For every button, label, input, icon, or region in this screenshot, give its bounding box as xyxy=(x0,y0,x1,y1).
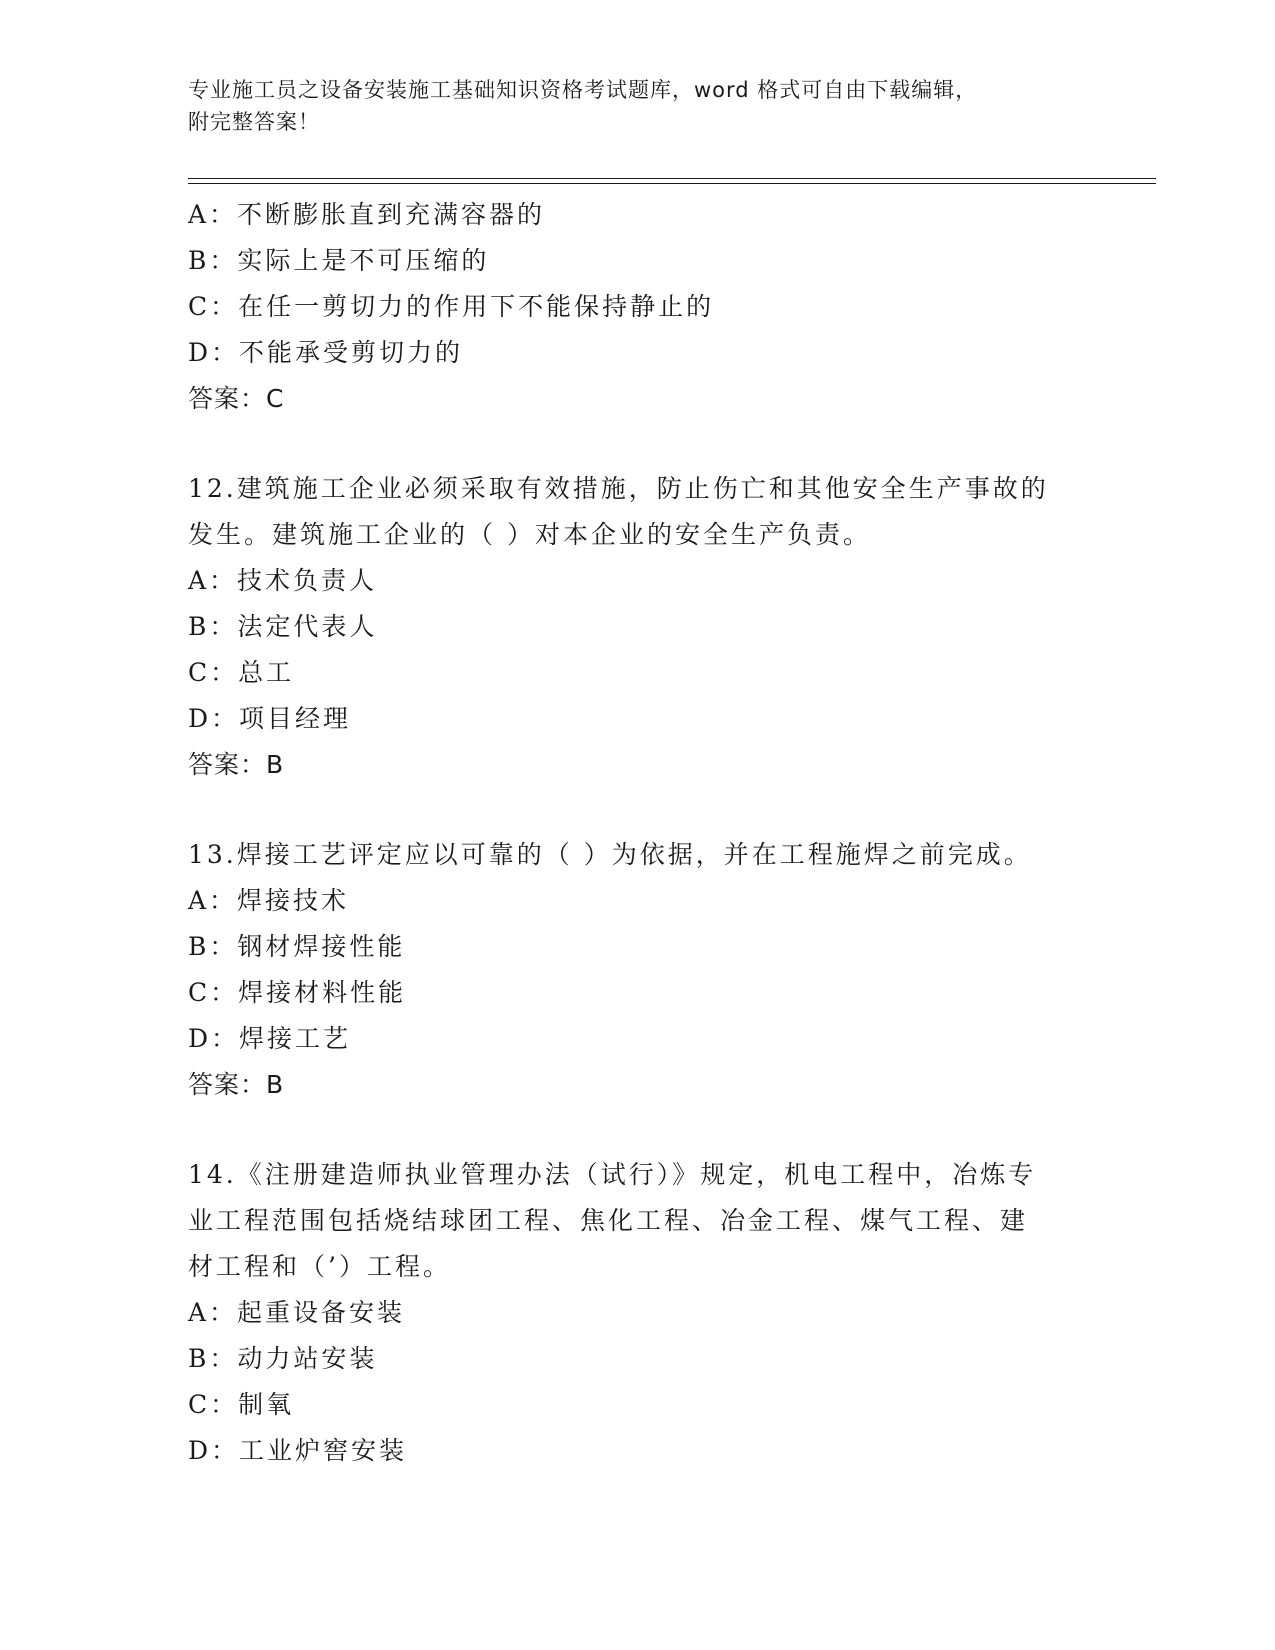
option-c: C：制氧 xyxy=(188,1390,295,1419)
answer: 答案：B xyxy=(188,750,285,779)
question-11 xyxy=(188,192,1088,422)
option-a: A：起重设备安装 xyxy=(188,1298,406,1327)
question-12 xyxy=(188,466,1088,788)
option-a: A：技术负责人 xyxy=(188,566,378,595)
option-c: C：在任一剪切力的作用下不能保持静止的 xyxy=(188,292,715,321)
option-b: B：钢材焊接性能 xyxy=(188,932,406,961)
question-stem-line: 发生。建筑施工企业的（ ）对本企业的安全生产负责。 xyxy=(188,520,871,549)
header-divider-top xyxy=(188,178,1156,179)
option-a: A：不断膨胀直到充满容器的 xyxy=(188,200,546,229)
question-stem-line: 业工程范围包括烧结球团工程、焦化工程、冶金工程、煤气工程、建 xyxy=(188,1206,1029,1235)
option-a: A：焊接技术 xyxy=(188,886,350,915)
header-line-1: 专业施工员之设备安装施工基础知识资格考试题库，word 格式可自由下载编辑， xyxy=(188,78,978,102)
question-14 xyxy=(188,1152,1088,1474)
spacer xyxy=(188,422,1088,466)
answer: 答案：B xyxy=(188,1070,285,1099)
answer: 答案：C xyxy=(188,384,285,413)
document-header xyxy=(188,74,1088,138)
question-list xyxy=(188,192,1088,1474)
header-line-2: 附完整答案！ xyxy=(188,110,320,134)
option-d: D：焊接工艺 xyxy=(188,1024,352,1053)
option-b: B：实际上是不可压缩的 xyxy=(188,246,490,275)
question-stem-line: 13.焊接工艺评定应以可靠的（ ）为依据，并在工程施焊之前完成。 xyxy=(188,840,1032,869)
question-stem-line: 14.《注册建造师执业管理办法（试行）》规定，机电工程中，冶炼专 xyxy=(188,1160,1037,1189)
header-divider-bottom xyxy=(188,183,1156,184)
option-c: C：总工 xyxy=(188,658,295,687)
question-13 xyxy=(188,832,1088,1108)
option-c: C：焊接材料性能 xyxy=(188,978,407,1007)
spacer xyxy=(188,1108,1088,1152)
option-d: D：项目经理 xyxy=(188,704,352,733)
option-b: B：法定代表人 xyxy=(188,612,378,641)
spacer xyxy=(188,788,1088,832)
option-b: B：动力站安装 xyxy=(188,1344,378,1373)
question-stem-line: 12.建筑施工企业必须采取有效措施，防止伤亡和其他安全生产事故的 xyxy=(188,474,1049,503)
option-d: D：不能承受剪切力的 xyxy=(188,338,464,367)
option-d: D：工业炉窖安装 xyxy=(188,1436,408,1465)
question-stem-line: 材工程和（’）工程。 xyxy=(188,1252,451,1281)
